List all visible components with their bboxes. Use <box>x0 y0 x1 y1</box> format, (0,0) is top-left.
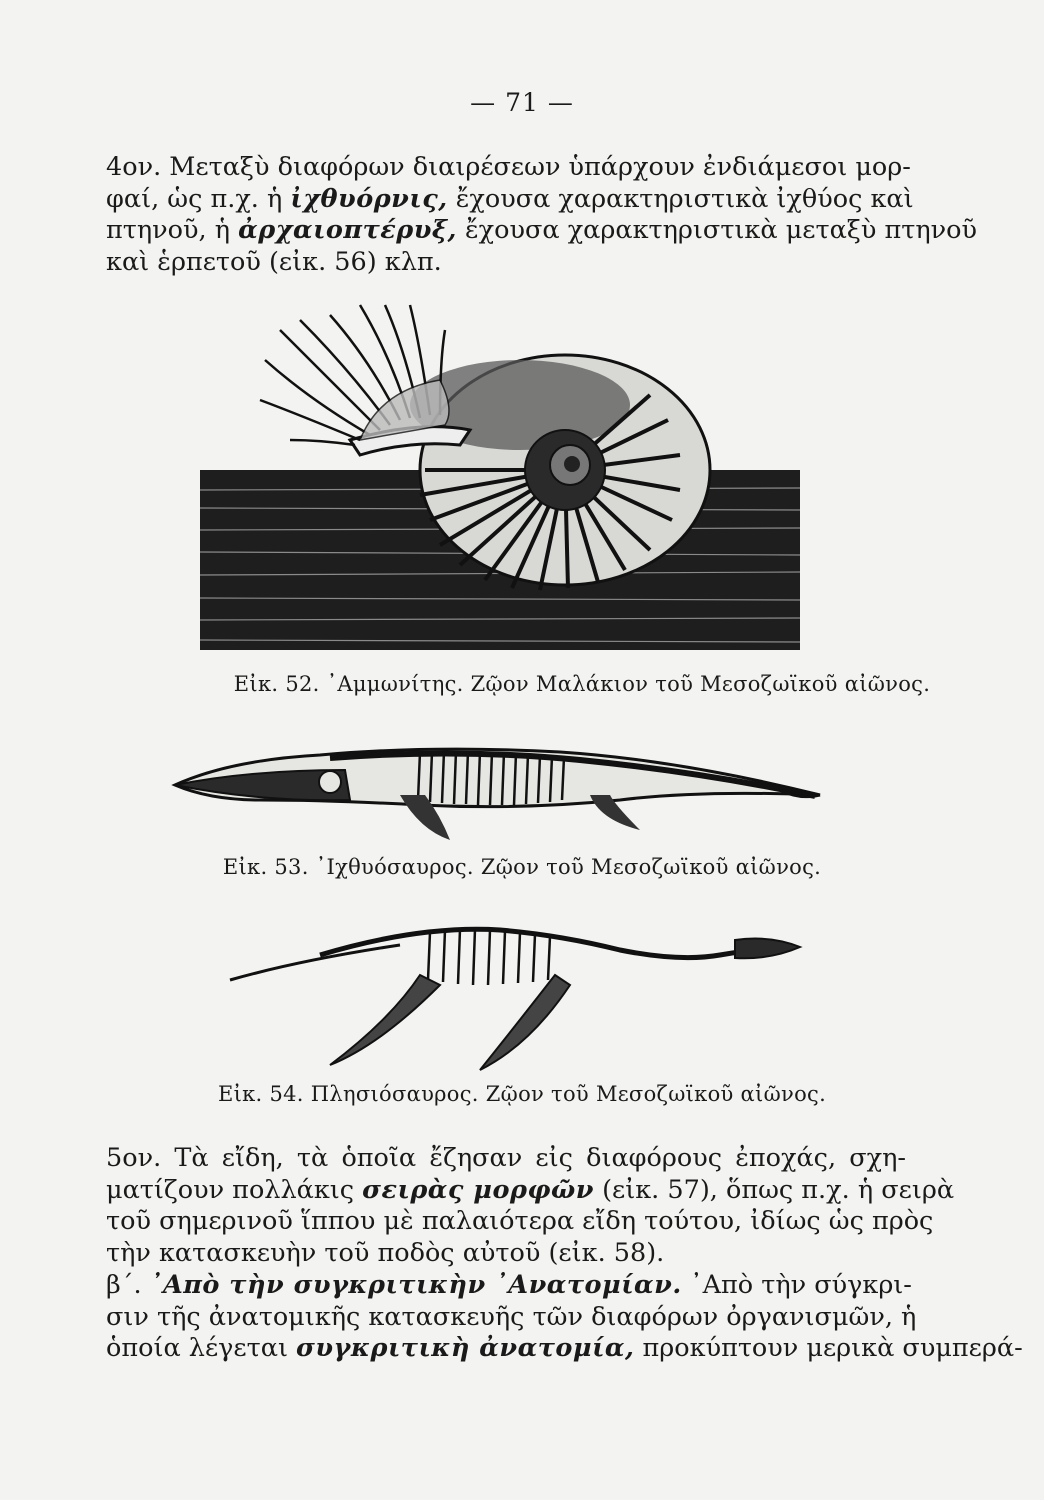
section-heading-comparative-anatomy: ᾿Απὸ τὴν συγκριτικὴν ᾿Ανατομίαν. <box>149 1270 682 1300</box>
text-span: φαί, ὡς π.χ. ἡ <box>106 183 291 214</box>
term-series-of-forms: σειρὰς μορφῶν <box>362 1174 594 1205</box>
text-line: 5ον. Τὰ εἴδη, τὰ ὁποῖα ἔζησαν εἰς διαφόρους ἐποχάς, σχη- <box>106 1143 906 1173</box>
text-span: ἔχουσα χαρακτηριστικὰ μεταξὺ πτηνοῦ <box>456 215 977 245</box>
text-span: ἔχουσα χαρακτηριστικὰ ἰχθύος καὶ <box>447 183 914 214</box>
text-line: τὴν κατασκευὴν τοῦ ποδὸς αὐτοῦ (εἰκ. 58). <box>106 1237 665 1268</box>
text-line <box>106 1333 1023 1365</box>
text-span: ματίζουν πολλάκις <box>106 1174 363 1205</box>
text-span: ὁποία λέγεται <box>106 1333 297 1363</box>
term-archaeopteryx: ἀρχαιοπτέρυξ, <box>238 215 457 245</box>
paragraph-beta <box>106 1270 1023 1365</box>
paragraph-5 <box>106 1143 955 1269</box>
text-span: β΄. <box>106 1270 150 1300</box>
text-span: (εἰκ. 57), ὅπως π.χ. ἡ σειρὰ <box>593 1174 955 1205</box>
text-span: 4ον. Μεταξὺ διαφόρων διαιρέσεων ὑπάρχουν ἐνδιάμεσοι μορ- <box>106 152 911 182</box>
text-line: σιν τῆς ἀνατομικῆς κατασκευῆς τῶν διαφόρων ὀργανισμῶν, ἡ <box>106 1301 917 1332</box>
figure-53-caption: Εἰκ. 53. ᾿Ιχθυόσαυρος. Ζῷον τοῦ Μεσοζωϊκοῦ αἰῶνος. <box>222 855 822 879</box>
text-line <box>106 1270 912 1302</box>
text-span: προκύπτουν μερικὰ συμπερά- <box>634 1333 1023 1363</box>
text-span: καὶ ἑρπετοῦ (εἰκ. 56) κλπ. <box>106 246 442 277</box>
figure-54-caption: Εἰκ. 54. Πλησιόσαυρος. Ζῷον τοῦ Μεσοζωϊκοῦ αἰῶνος. <box>217 1082 827 1106</box>
page-number: — 71 — <box>470 88 574 117</box>
text-span: πτηνοῦ, ἡ <box>106 215 239 245</box>
text-line <box>106 1174 955 1207</box>
text-span: ᾿Απὸ τὴν σύγκρι- <box>681 1270 912 1300</box>
figure-52-caption: Εἰκ. 52. ᾿Αμμωνίτης. Ζῷον Μαλάκιον τοῦ Μεσοζωϊκοῦ αἰῶνος. <box>233 672 931 696</box>
text-line: τοῦ σημερινοῦ ἵππου μὲ παλαιότερα εἴδη τούτου, ἰδίως ὡς πρὸς <box>106 1206 934 1236</box>
term-ichthyornis: ἰχθυόρνις, <box>290 183 448 214</box>
term-comparative-anatomy: συγκριτικὴ ἀνατομία, <box>296 1333 635 1363</box>
